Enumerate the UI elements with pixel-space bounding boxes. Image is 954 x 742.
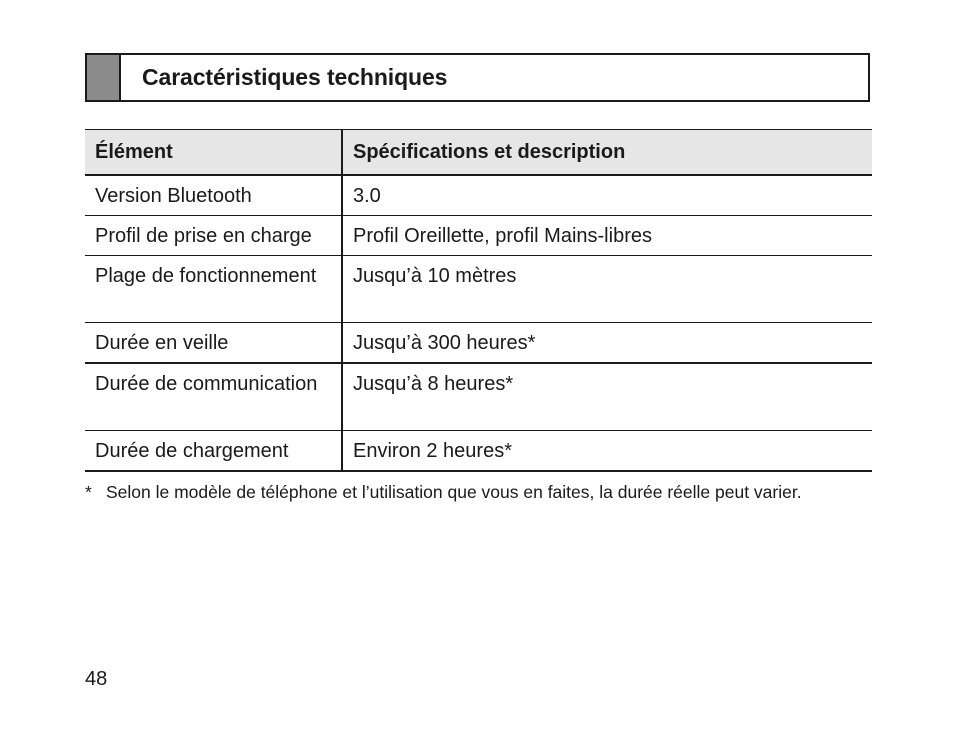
table-row [85, 216, 872, 256]
row-spec: Jusqu’à 8 heures* [342, 363, 872, 430]
row-item: Plage de fonctionnement [85, 256, 342, 323]
row-item: Durée de communication [85, 363, 342, 430]
page-number: 48 [85, 668, 108, 690]
row-item: Version Bluetooth [85, 175, 342, 216]
row-spec: 3.0 [342, 175, 872, 216]
section-header [85, 53, 870, 102]
section-marker [87, 55, 121, 100]
footnote-text: Selon le modèle de téléphone et l’utilisation que vous en faites, la durée réelle peut varier. [106, 482, 802, 502]
section-title: Caractéristiques techniques [142, 64, 448, 90]
row-item: Durée en veille [85, 323, 342, 364]
table-row [85, 256, 872, 323]
footnote-marker: * [85, 482, 92, 502]
column-header-spec: Spécifications et description [342, 130, 872, 176]
row-spec: Profil Oreillette, profil Mains-libres [342, 216, 872, 256]
table-row [85, 323, 872, 364]
table-row [85, 430, 872, 471]
row-item: Profil de prise en charge [85, 216, 342, 256]
row-spec: Jusqu’à 300 heures* [342, 323, 872, 364]
row-spec: Jusqu’à 10 mètres [342, 256, 872, 323]
footnote [85, 481, 865, 503]
table-row [85, 175, 872, 216]
specifications-table [85, 129, 872, 472]
row-item: Durée de chargement [85, 430, 342, 471]
table-header-row [85, 130, 872, 176]
column-header-item: Élément [85, 130, 342, 176]
row-spec: Environ 2 heures* [342, 430, 872, 471]
table-row [85, 363, 872, 430]
